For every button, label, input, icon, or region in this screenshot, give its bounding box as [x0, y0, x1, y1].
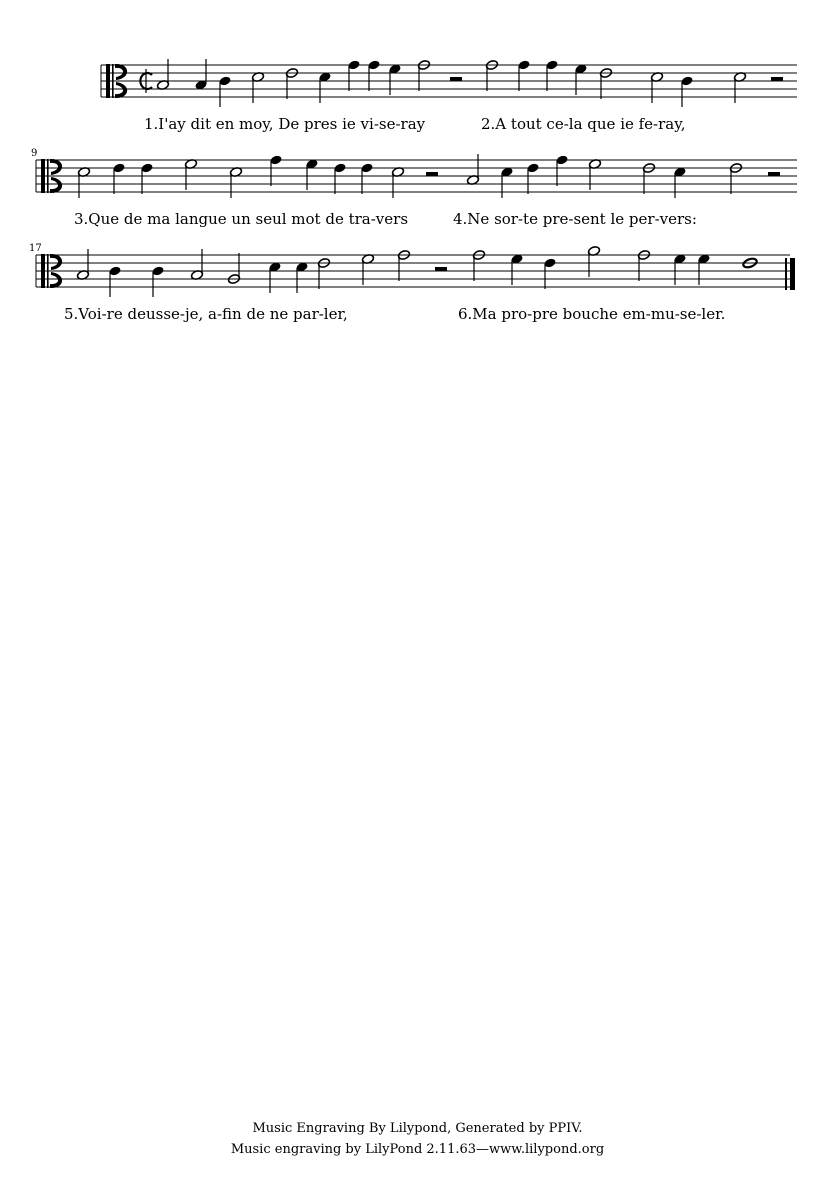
quarter-note [194, 59, 207, 90]
staff-system-2 [31, 148, 797, 228]
quarter-note [680, 76, 693, 107]
half-rest [426, 172, 438, 176]
half-note [485, 60, 498, 91]
half-note [729, 163, 742, 194]
half-rest [771, 77, 783, 81]
final-barline [785, 258, 795, 290]
lyric-line: 3.Que de ma langue un seul mot de tra-vers [74, 210, 409, 228]
half-note [417, 60, 430, 91]
quarter-note [295, 262, 308, 293]
quarter-note [333, 163, 346, 194]
quarter-note [673, 254, 686, 285]
half-note [391, 167, 404, 198]
measure-number: 9 [31, 148, 38, 159]
half-note [472, 250, 485, 281]
half-note [587, 246, 600, 277]
measure-number: 17 [29, 243, 42, 254]
half-note [229, 167, 242, 198]
half-rest [768, 172, 780, 176]
quarter-note [218, 76, 231, 107]
half-note [77, 167, 90, 198]
quarter-note [151, 266, 164, 297]
quarter-note [697, 254, 710, 285]
half-note [733, 72, 746, 103]
quarter-note [305, 159, 318, 190]
quarter-note [500, 167, 513, 198]
staff-system-1 [101, 59, 797, 133]
lyric-line: 6.Ma pro-pre bouche em-mu-se-ler. [458, 305, 726, 323]
half-rest [435, 267, 447, 271]
quarter-note [526, 163, 539, 194]
footer [0, 1118, 835, 1160]
half-note [588, 159, 601, 190]
lyric-line: 4.Ne sor-te pre-sent le per-vers: [453, 210, 697, 228]
half-note [642, 163, 655, 194]
half-note [397, 250, 410, 281]
quarter-note [112, 163, 125, 194]
quarter-note [367, 60, 380, 91]
quarter-note [269, 155, 282, 186]
footer-credit: Music Engraving By Lilypond, Generated by PPIV. [252, 1121, 583, 1136]
quarter-note [108, 266, 121, 297]
quarter-note [673, 167, 686, 198]
half-note [361, 254, 374, 285]
half-note [184, 159, 197, 190]
lyric-line: 5.Voi-re deusse-je, a-fin de ne par-ler, [64, 305, 348, 323]
half-note [156, 59, 169, 90]
half-note [599, 68, 612, 99]
half-note [190, 249, 203, 280]
quarter-note [347, 60, 360, 91]
half-note [227, 253, 240, 284]
half-note [76, 249, 89, 280]
quarter-note [318, 72, 331, 103]
lyric-line: 2.A tout ce-la que ie fe-ray, [481, 115, 686, 133]
quarter-note [574, 64, 587, 95]
half-note [285, 68, 298, 99]
half-rest [450, 77, 462, 81]
half-note [251, 72, 264, 103]
staff-system-3 [29, 243, 795, 323]
quarter-note [510, 254, 523, 285]
half-note [637, 250, 650, 281]
half-note [466, 154, 479, 185]
half-note [317, 258, 330, 289]
quarter-note [543, 258, 556, 289]
footer-credit: Music engraving by LilyPond 2.11.63—www.lilypond.org [230, 1142, 605, 1157]
quarter-note [388, 64, 401, 95]
quarter-note [517, 60, 530, 91]
quarter-note [555, 155, 568, 186]
quarter-note [268, 262, 281, 293]
quarter-note [360, 163, 373, 194]
half-note [650, 72, 663, 103]
quarter-note [545, 60, 558, 91]
notes [156, 59, 783, 107]
quarter-note [140, 163, 153, 194]
lyric-line: 1.I'ay dit en moy, De pres ie vi-se-ray [144, 115, 426, 133]
